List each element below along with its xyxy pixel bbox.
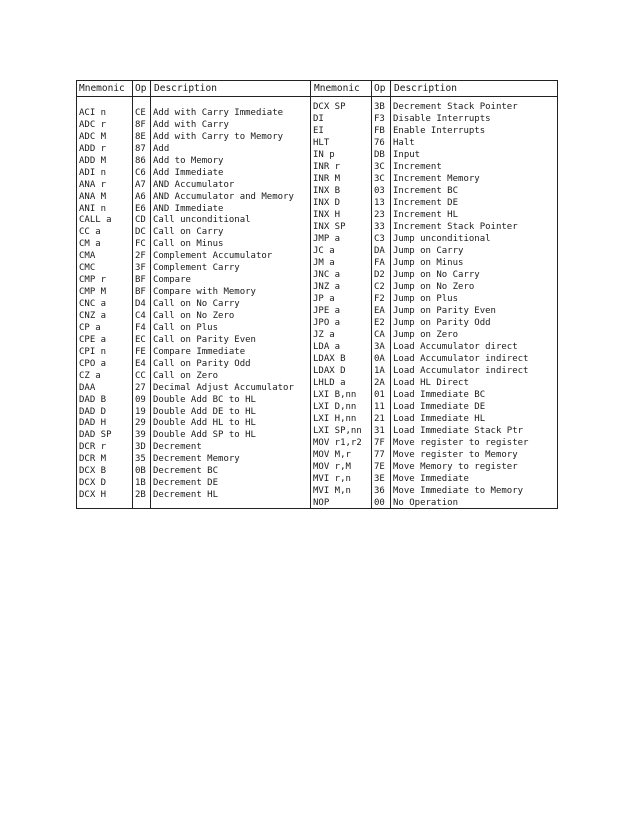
opcode-cell: 29 (135, 418, 146, 429)
opcode-cell: 19 (135, 406, 146, 417)
opcode-cell: 01 (374, 389, 385, 400)
mnemonic-cell: IN p (313, 149, 335, 160)
mnemonic-cell: CC a (79, 227, 101, 238)
opcode-cell: 3A (374, 341, 385, 352)
description-cell: Halt (393, 137, 415, 148)
mnemonic-cell: EI (313, 125, 324, 136)
table-row (310, 209, 557, 221)
description-cell: Complement Carry (153, 263, 240, 274)
mnemonic-cell: DAA (79, 382, 96, 393)
table-row (310, 473, 557, 485)
opcode-cell: 1B (135, 478, 146, 489)
opcode-cell: 2A (374, 377, 385, 388)
opcode-cell: EA (374, 305, 385, 316)
description-cell: Load Immediate HL (393, 413, 486, 424)
description-cell: Add with Carry to Memory (153, 131, 284, 142)
description-cell: Load Accumulator direct (393, 341, 518, 352)
description-cell: Jump on Zero (393, 329, 459, 340)
description-cell: Load Immediate DE (393, 401, 486, 412)
table-row (310, 173, 557, 185)
mnemonic-cell: DAD SP (79, 430, 112, 441)
mnemonic-cell: ADI n (79, 167, 107, 178)
opcode-cell: CC (135, 370, 146, 381)
table-row (310, 341, 557, 353)
description-cell: Complement Accumulator (153, 251, 273, 262)
description-cell: Decrement BC (153, 466, 219, 477)
table-row (310, 353, 557, 365)
mnemonic-cell: DAD H (79, 418, 107, 429)
table-row (77, 203, 310, 215)
opcode-cell: 7F (374, 437, 385, 448)
table-row (310, 113, 557, 125)
table-row (310, 365, 557, 377)
mnemonic-cell: CPE a (79, 334, 107, 345)
description-cell: Increment Stack Pointer (393, 221, 518, 232)
right-table-half (310, 81, 557, 508)
table-row (310, 401, 557, 413)
mnemonic-cell: INR M (313, 173, 341, 184)
description-cell: Double Add HL to HL (153, 418, 256, 429)
table-row (77, 131, 310, 143)
mnemonic-cell: JNC a (313, 269, 341, 280)
table-row (310, 449, 557, 461)
table-row (77, 179, 310, 191)
description-cell: Increment DE (393, 197, 459, 208)
mnemonic-cell: DAD B (79, 394, 107, 405)
header-description: Description (154, 83, 217, 94)
table-row (310, 329, 557, 341)
mnemonic-cell: ADC r (79, 119, 107, 130)
opcode-cell: 39 (135, 430, 146, 441)
description-cell: Disable Interrupts (393, 113, 491, 124)
mnemonic-cell: LDAX D (313, 365, 346, 376)
mnemonic-cell: CNC a (79, 299, 107, 310)
mnemonic-cell: ADD M (79, 155, 107, 166)
table-row (77, 358, 310, 370)
opcode-cell: CD (135, 215, 146, 226)
opcode-cell: 2F (135, 251, 146, 262)
opcode-cell: E4 (135, 358, 146, 369)
mnemonic-cell: MOV M,r (313, 449, 351, 460)
opcode-cell: 00 (374, 497, 385, 508)
header-mnemonic: Mnemonic (79, 83, 125, 94)
description-cell: Jump on Carry (393, 245, 464, 256)
description-cell: Increment BC (393, 185, 459, 196)
description-cell: Move Immediate to Memory (393, 485, 524, 496)
opcode-cell: 76 (374, 137, 385, 148)
opcode-cell: 0A (374, 353, 385, 364)
table-row (310, 281, 557, 293)
description-cell: Load Immediate BC (393, 389, 486, 400)
mnemonic-cell: NOP (313, 497, 330, 508)
mnemonic-cell: MOV r,M (313, 461, 351, 472)
mnemonic-cell: DCR r (79, 442, 107, 453)
opcode-cell: C6 (135, 167, 146, 178)
description-cell: Compare Immediate (153, 346, 246, 357)
mnemonic-cell: DCR M (79, 454, 107, 465)
description-cell: No Operation (393, 497, 459, 508)
description-cell: Call on Zero (153, 370, 219, 381)
description-cell: Decrement Stack Pointer (393, 102, 518, 112)
table-row (77, 394, 310, 406)
table-row (77, 346, 310, 358)
mnemonic-cell: DAD D (79, 406, 107, 417)
opcode-cell: 3C (374, 173, 385, 184)
table-row (77, 334, 310, 346)
description-cell: Call on No Carry (153, 299, 240, 310)
opcode-cell: FC (135, 239, 146, 250)
table-row (310, 293, 557, 305)
opcode-cell: 3B (374, 102, 385, 112)
table-row (77, 274, 310, 286)
table-row (77, 370, 310, 382)
mnemonic-cell: LDA a (313, 341, 341, 352)
table-row (310, 101, 557, 113)
mnemonic-cell: DCX SP (313, 102, 346, 112)
table-row (77, 155, 310, 167)
opcode-cell: CE (135, 108, 146, 118)
mnemonic-cell: JM a (313, 257, 335, 268)
description-cell: Increment Memory (393, 173, 480, 184)
opcode-cell: 03 (374, 185, 385, 196)
mnemonic-cell: ACI n (79, 108, 107, 118)
mnemonic-cell: MOV r1,r2 (313, 437, 362, 448)
mnemonic-cell: DCX B (79, 466, 107, 477)
description-cell: Move register to Memory (393, 449, 518, 460)
opcode-cell: 3F (135, 263, 146, 274)
table-row (310, 377, 557, 389)
mnemonic-cell: MVI M,n (313, 485, 351, 496)
opcode-cell: 2B (135, 490, 146, 501)
opcode-cell: 3D (135, 442, 146, 453)
mnemonic-cell: CZ a (79, 370, 101, 381)
opcode-cell: 27 (135, 382, 146, 393)
table-row (310, 317, 557, 329)
opcode-cell: D4 (135, 299, 146, 310)
opcode-cell: D2 (374, 269, 385, 280)
mnemonic-cell: CNZ a (79, 310, 107, 321)
mnemonic-cell: CMP M (79, 287, 107, 298)
opcode-cell: 35 (135, 454, 146, 465)
opcode-cell: 77 (374, 449, 385, 460)
description-cell: Move Immediate (393, 473, 469, 484)
mnemonic-cell: LHLD a (313, 377, 346, 388)
mnemonic-cell: INX H (313, 209, 341, 220)
mnemonic-cell: ANA r (79, 179, 107, 190)
description-cell: Add Immediate (153, 167, 224, 178)
table-row (310, 269, 557, 281)
opcode-cell: CA (374, 329, 385, 340)
mnemonic-cell: LXI B,nn (313, 389, 357, 400)
table-row (77, 322, 310, 334)
table-row (310, 425, 557, 437)
mnemonic-cell: JNZ a (313, 281, 341, 292)
description-cell: Increment HL (393, 209, 459, 220)
table-row (77, 262, 310, 274)
description-cell: Jump on No Carry (393, 269, 480, 280)
description-cell: Jump on No Zero (393, 281, 475, 292)
mnemonic-cell: JP a (313, 293, 335, 304)
table-row (77, 167, 310, 179)
mnemonic-cell: LDAX B (313, 353, 346, 364)
table-row (77, 143, 310, 155)
description-cell: Decrement DE (153, 478, 219, 489)
opcode-cell: 23 (374, 209, 385, 220)
mnemonic-cell: JPE a (313, 305, 341, 316)
mnemonic-cell: CMP r (79, 275, 107, 286)
table-row (310, 233, 557, 245)
opcode-table (76, 80, 558, 509)
mnemonic-cell: JZ a (313, 329, 335, 340)
table-row (310, 125, 557, 137)
description-cell: Call unconditional (153, 215, 251, 226)
table-row (77, 382, 310, 394)
mnemonic-cell: CMC (79, 263, 96, 274)
description-cell: AND Accumulator (153, 179, 235, 190)
description-cell: Jump unconditional (393, 233, 491, 244)
opcode-cell: C2 (374, 281, 385, 292)
opcode-cell: BF (135, 275, 146, 286)
table-row (310, 461, 557, 473)
opcode-cell: F2 (374, 293, 385, 304)
opcode-cell: 13 (374, 197, 385, 208)
description-cell: Jump on Minus (393, 257, 464, 268)
description-cell: Load Immediate Stack Ptr (393, 425, 524, 436)
description-cell: Decrement HL (153, 490, 219, 501)
opcode-cell: 3E (374, 473, 385, 484)
mnemonic-cell: JPO a (313, 317, 341, 328)
table-row (310, 497, 557, 509)
opcode-cell: 31 (374, 425, 385, 436)
opcode-cell: C4 (135, 310, 146, 321)
header-mnemonic: Mnemonic (314, 83, 360, 94)
opcode-cell: 1A (374, 365, 385, 376)
opcode-cell: DC (135, 227, 146, 238)
mnemonic-cell: JC a (313, 245, 335, 256)
mnemonic-cell: LXI H,nn (313, 413, 357, 424)
opcode-cell: F4 (135, 322, 146, 333)
table-row (77, 298, 310, 310)
opcode-cell: 09 (135, 394, 146, 405)
mnemonic-cell: DCX H (79, 490, 107, 501)
table-row (310, 137, 557, 149)
opcode-cell: 0B (135, 466, 146, 477)
description-cell: Decrement Memory (153, 454, 240, 465)
mnemonic-cell: CM a (79, 239, 101, 250)
table-row (310, 197, 557, 209)
mnemonic-cell: CPI n (79, 346, 107, 357)
table-row (310, 413, 557, 425)
description-cell: Input (393, 149, 421, 160)
opcode-cell: FA (374, 257, 385, 268)
table-row (310, 389, 557, 401)
description-cell: Compare with Memory (153, 287, 256, 298)
opcode-cell: DA (374, 245, 385, 256)
mnemonic-cell: INX B (313, 185, 341, 196)
header-description: Description (394, 83, 457, 94)
description-cell: Decrement (153, 442, 202, 453)
mnemonic-cell: DCX D (79, 478, 107, 489)
description-cell: Enable Interrupts (393, 125, 486, 136)
table-row (77, 238, 310, 250)
table-row (310, 221, 557, 233)
description-cell: Add (153, 143, 170, 154)
table-row (77, 441, 310, 453)
table-row (77, 250, 310, 262)
mnemonic-cell: MVI r,n (313, 473, 351, 484)
mnemonic-cell: HLT (313, 137, 330, 148)
table-row (77, 477, 310, 489)
table-row (310, 245, 557, 257)
opcode-cell: FB (374, 125, 385, 136)
table-row (310, 185, 557, 197)
opcode-cell: BF (135, 287, 146, 298)
opcode-cell: 87 (135, 143, 146, 154)
table-row (310, 485, 557, 497)
table-row (77, 465, 310, 477)
description-cell: AND Accumulator and Memory (153, 191, 294, 202)
description-cell: Jump on Plus (393, 293, 459, 304)
opcode-cell: F3 (374, 113, 385, 124)
description-cell: Load Accumulator indirect (393, 365, 529, 376)
description-cell: Call on No Zero (153, 310, 235, 321)
mnemonic-cell: ANA M (79, 191, 107, 202)
description-cell: Decimal Adjust Accumulator (153, 382, 294, 393)
opcode-cell: 8E (135, 131, 146, 142)
mnemonic-cell: JMP a (313, 233, 341, 244)
mnemonic-cell: LXI SP,nn (313, 425, 362, 436)
opcode-cell: C3 (374, 233, 385, 244)
description-cell: Call on Plus (153, 322, 219, 333)
table-row (77, 429, 310, 441)
description-cell: Jump on Parity Even (393, 305, 496, 316)
description-cell: Jump on Parity Odd (393, 317, 491, 328)
description-cell: Double Add DE to HL (153, 406, 256, 417)
description-cell: Move Memory to register (393, 461, 518, 472)
table-row (77, 406, 310, 418)
table-row (77, 107, 310, 119)
mnemonic-cell: CPO a (79, 358, 107, 369)
opcode-cell: 3C (374, 161, 385, 172)
left-table-half (77, 81, 310, 508)
mnemonic-cell: INX SP (313, 221, 346, 232)
description-cell: Load Accumulator indirect (393, 353, 529, 364)
description-cell: Add to Memory (153, 155, 224, 166)
mnemonic-cell: LXI D,nn (313, 401, 357, 412)
table-row (310, 257, 557, 269)
mnemonic-cell: DI (313, 113, 324, 124)
table-row (77, 417, 310, 429)
mnemonic-cell: CALL a (79, 215, 112, 226)
opcode-cell: 21 (374, 413, 385, 424)
description-cell: Double Add BC to HL (153, 394, 256, 405)
description-cell: Double Add SP to HL (153, 430, 256, 441)
mnemonic-cell: INX D (313, 197, 341, 208)
opcode-cell: 36 (374, 485, 385, 496)
header-op: Op (135, 83, 147, 94)
opcode-cell: 8F (135, 119, 146, 130)
table-row (77, 119, 310, 131)
description-cell: Compare (153, 275, 191, 286)
description-cell: Call on Parity Odd (153, 358, 251, 369)
opcode-cell: FE (135, 346, 146, 357)
description-cell: AND Immediate (153, 203, 224, 214)
description-cell: Load HL Direct (393, 377, 469, 388)
description-cell: Add with Carry (153, 119, 229, 130)
opcode-cell: E2 (374, 317, 385, 328)
description-cell: Increment (393, 161, 442, 172)
opcode-cell: 33 (374, 221, 385, 232)
opcode-cell: DB (374, 149, 385, 160)
mnemonic-cell: ADD r (79, 143, 107, 154)
mnemonic-cell: ADC M (79, 131, 107, 142)
table-row (310, 305, 557, 317)
mnemonic-cell: INR r (313, 161, 341, 172)
description-cell: Call on Parity Even (153, 334, 256, 345)
opcode-cell: EC (135, 334, 146, 345)
description-cell: Move register to register (393, 437, 529, 448)
table-row (77, 226, 310, 238)
table-row (77, 191, 310, 203)
header-op: Op (374, 83, 386, 94)
opcode-cell: 7E (374, 461, 385, 472)
table-row (310, 437, 557, 449)
opcode-cell: 11 (374, 401, 385, 412)
mnemonic-cell: CP a (79, 322, 101, 333)
table-row (77, 453, 310, 465)
mnemonic-cell: CMA (79, 251, 96, 262)
table-row (77, 489, 310, 501)
opcode-cell: E6 (135, 203, 146, 214)
table-row (310, 161, 557, 173)
description-cell: Call on Minus (153, 239, 224, 250)
table-row (77, 310, 310, 322)
opcode-cell: 86 (135, 155, 146, 166)
table-row (77, 214, 310, 226)
description-cell: Add with Carry Immediate (153, 108, 284, 118)
description-cell: Call on Carry (153, 227, 224, 238)
table-row (77, 286, 310, 298)
opcode-cell: A7 (135, 179, 146, 190)
mnemonic-cell: ANI n (79, 203, 107, 214)
opcode-cell: A6 (135, 191, 146, 202)
table-row (310, 149, 557, 161)
